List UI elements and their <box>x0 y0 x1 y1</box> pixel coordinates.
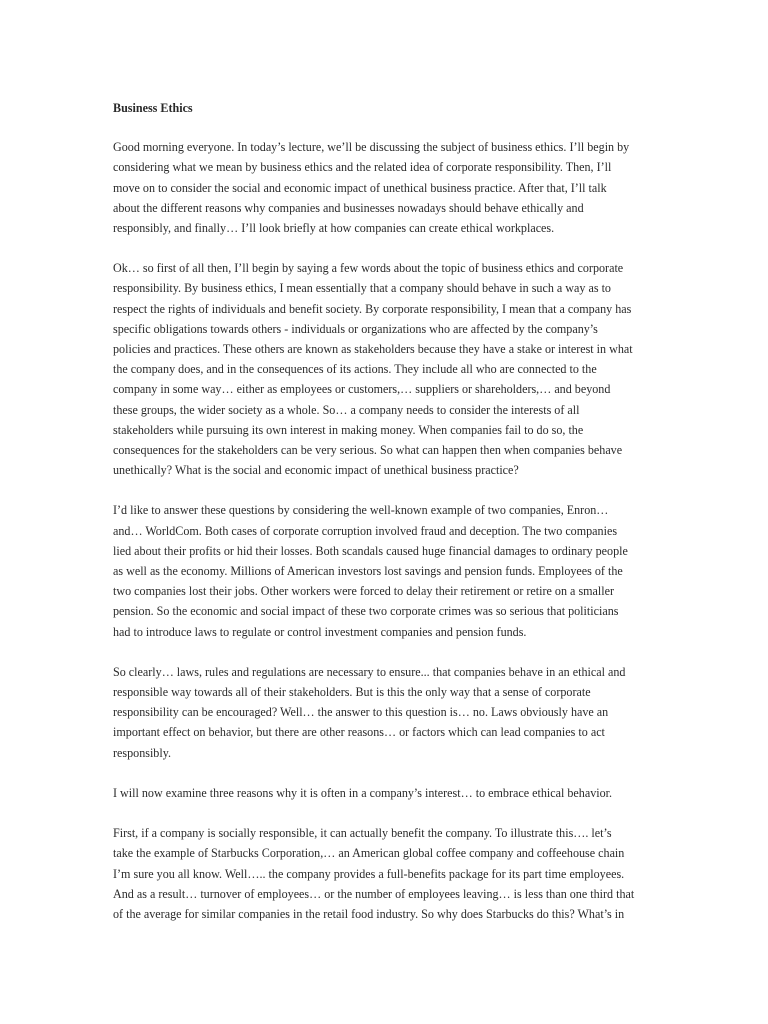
text-line: lied about their profits or hid their losses. Both scandals caused huge financial damages to ordinary people <box>113 543 628 558</box>
text-line: responsibility. By business ethics, I mean essentially that a company should behave in such a way as to <box>113 281 611 296</box>
text-line: Good morning everyone. In today’s lecture, we’ll be discussing the subject of business ethics. I’ll begin by <box>113 140 630 155</box>
text-line: responsibly. <box>113 745 171 760</box>
text-line: I will now examine three reasons why it is often in a company’s interest… to embrace ethical behavior. <box>113 785 613 800</box>
text-line: and… WorldCom. Both cases of corporate corruption involved fraud and deception. The two companies <box>113 523 618 538</box>
text-line: considering what we mean by business ethics and the related idea of corporate responsibility. Then, I’ll <box>113 160 612 175</box>
text-line: Ok… so first of all then, I’ll begin by saying a few words about the topic of business ethics and corporate <box>113 261 624 276</box>
text-line: So clearly… laws, rules and regulations are necessary to ensure... that companies behave in an ethical and <box>113 664 626 679</box>
text-line: I’m sure you all know. Well….. the company provides a full-benefits package for its part time employees. <box>113 866 625 881</box>
document-page <box>113 98 658 944</box>
text-line: responsibility can be encouraged? Well… the answer to this question is… no. Laws obviously have an <box>113 705 609 720</box>
text-line: stakeholders while pursuing its own interest in making money. When companies fail to do so, the <box>113 422 584 437</box>
text-line: specific obligations towards others - individuals or organizations who are affected by the company’s <box>113 321 598 336</box>
text-line: important effect on behavior, but there are other reasons… or factors which can lead companies to act <box>113 725 605 740</box>
text-line: these groups, the wider society as a whole. So… a company needs to consider the interests of all <box>113 402 580 417</box>
paragraph <box>113 258 658 480</box>
text-line: First, if a company is socially responsible, it can actually benefit the company. To illustrate this…. let’s <box>113 826 612 841</box>
text-line: the company does, and in the consequences of its actions. They include all who are connected to the <box>113 362 597 377</box>
text-line: responsibly, and finally… I’ll look briefly at how companies can create ethical workplaces. <box>113 221 555 236</box>
text-line: I’d like to answer these questions by considering the well-known example of two companies, Enron… <box>113 503 609 518</box>
text-line: about the different reasons why companies and businesses nowadays should behave ethically and <box>113 200 584 215</box>
text-line: policies and practices. These others are known as stakeholders because they have a stake or interest in what <box>113 342 633 357</box>
text-line: of the average for similar companies in the retail food industry. So why does Starbucks do this? What’s in <box>113 906 625 921</box>
document-body <box>113 137 658 924</box>
paragraph <box>113 662 658 763</box>
text-line: And as a result… turnover of employees… or the number of employees leaving… is less than one third that <box>113 886 635 901</box>
paragraph <box>113 783 658 803</box>
paragraph <box>113 137 658 238</box>
paragraph <box>113 823 658 924</box>
text-line: unethically? What is the social and economic impact of unethical business practice? <box>113 463 519 478</box>
text-line: pension. So the economic and social impact of these two corporate crimes was so serious that politicians <box>113 604 619 619</box>
text-line: take the example of Starbucks Corporation,… an American global coffee company and coffeehouse chain <box>113 846 625 861</box>
document-title: Business Ethics <box>113 101 193 115</box>
text-line: two companies lost their jobs. Other workers were forced to delay their retirement or retire on a smaller <box>113 584 615 599</box>
text-line: consequences for the stakeholders can be very serious. So what can happen then when companies behave <box>113 443 623 458</box>
text-line: as well as the economy. Millions of American investors lost savings and pension funds. Employees of the <box>113 564 623 579</box>
paragraph <box>113 500 658 641</box>
text-line: respect the rights of individuals and benefit society. By corporate responsibility, I mean that a company has <box>113 301 632 316</box>
text-line: move on to consider the social and economic impact of unethical business practice. After that, I’ll talk <box>113 180 607 195</box>
text-line: had to introduce laws to regulate or control investment companies and pension funds. <box>113 624 527 639</box>
text-line: company in some way… either as employees or customers,… suppliers or shareholders,… and beyond <box>113 382 611 397</box>
text-line: responsible way towards all of their stakeholders. But is this the only way that a sense of corporate <box>113 685 591 700</box>
